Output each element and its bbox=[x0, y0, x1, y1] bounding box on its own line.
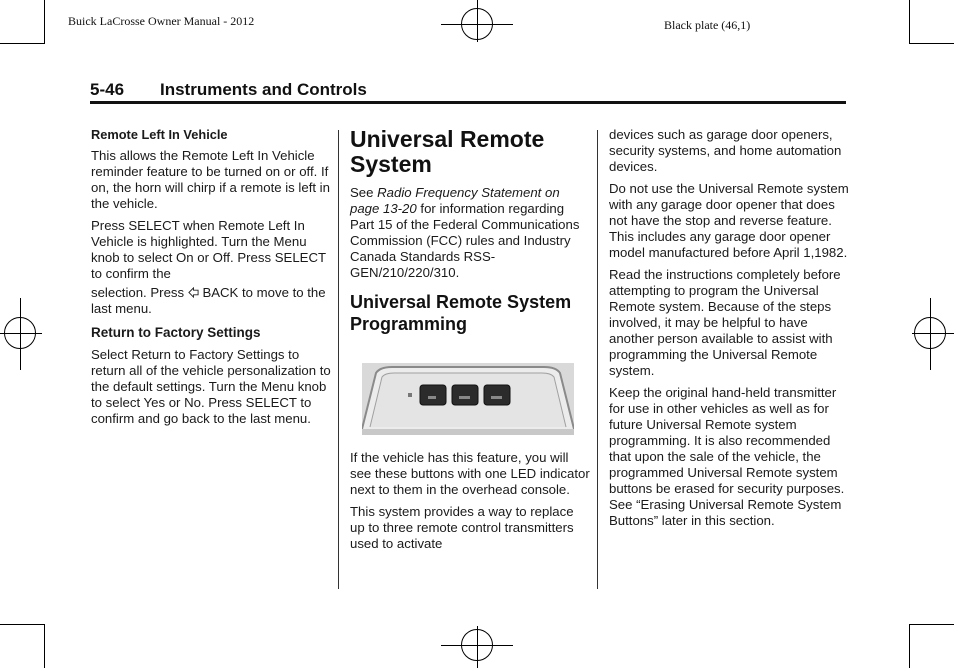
crop-mark bbox=[909, 43, 954, 44]
subsection-heading: Universal Remote System Programming bbox=[350, 292, 572, 334]
overhead-console-image bbox=[362, 363, 574, 435]
crop-mark bbox=[909, 624, 954, 625]
paragraph: Read the instructions completely before attempting to program the Universal Remote system. Because of the steps involved, it may be helpful to have another person available to assist with programming the Universal Remote system. bbox=[609, 267, 841, 378]
paragraph bbox=[350, 185, 590, 281]
paragraph: Press SELECT when Remote Left In Vehicle is highlighted. Turn the Menu knob to select On or Off. Press SELECT to confirm the bbox=[91, 218, 326, 281]
page-number: 5-46 bbox=[90, 80, 125, 99]
plate-label: Black plate (46,1) bbox=[664, 18, 751, 32]
text: selection. Press bbox=[91, 285, 185, 300]
paragraph bbox=[91, 285, 331, 317]
paragraph: Do not use the Universal Remote system with any garage door opener that does not have the stop and reverse feature. This includes any garage door opener model manufactured before April 1,1982. bbox=[609, 181, 849, 260]
paragraph: If the vehicle has this feature, you will see these buttons with one LED indicator next to them in the overhead console. bbox=[350, 450, 590, 497]
cross-reference-link[interactable]: Radio Frequency Statement on page 13-20 bbox=[350, 185, 560, 216]
crop-mark bbox=[44, 0, 45, 43]
column-middle bbox=[350, 127, 590, 558]
paragraph: This system provides a way to replace up to three remote control transmitters used to activate bbox=[350, 504, 574, 551]
section-heading: Universal Remote System bbox=[350, 126, 545, 177]
page-title bbox=[90, 80, 367, 100]
column-divider bbox=[338, 130, 339, 589]
crop-mark bbox=[44, 625, 45, 668]
crop-mark bbox=[0, 624, 45, 625]
text: BACK to move to the last menu. bbox=[91, 285, 326, 316]
crop-mark bbox=[0, 43, 45, 44]
title-rule bbox=[90, 101, 846, 104]
crop-mark bbox=[909, 625, 910, 668]
paragraph: This allows the Remote Left In Vehicle reminder feature to be turned on or off. If on, the horn will chirp if a remote is left in the vehicle. bbox=[91, 148, 330, 211]
crop-mark bbox=[909, 0, 910, 43]
manual-title: Buick LaCrosse Owner Manual - 2012 bbox=[68, 14, 255, 28]
heading-factory-settings: Return to Factory Settings bbox=[91, 325, 261, 340]
paragraph: devices such as garage door openers, security systems, and home automation devices. bbox=[609, 127, 842, 174]
paragraph: Select Return to Factory Settings to return all of the vehicle personalization to the default settings. Turn the Menu knob to select Yes or No. Press SELECT to confirm and go back to the last menu. bbox=[91, 347, 331, 426]
column-left bbox=[91, 127, 331, 433]
section-title: Instruments and Controls bbox=[160, 80, 367, 99]
text: for information regarding Part 15 of the Federal Communications Commission (FCC) rules and Industry Canada Standards RSS-GEN/210/220/310. bbox=[350, 201, 580, 280]
column-right bbox=[609, 127, 849, 535]
paragraph: Keep the original hand-held transmitter for use in other vehicles as well as for future Universal Remote system programming. It is also recommended that upon the sale of the vehicle, the programmed Universal Remote system buttons be erased for security purposes. See “Erasing Universal Remote System Buttons” later in this section. bbox=[609, 385, 845, 528]
heading-remote-left: Remote Left In Vehicle bbox=[91, 127, 228, 142]
column-divider bbox=[597, 130, 598, 589]
text: See bbox=[350, 185, 374, 200]
back-arrow-icon bbox=[188, 287, 199, 298]
